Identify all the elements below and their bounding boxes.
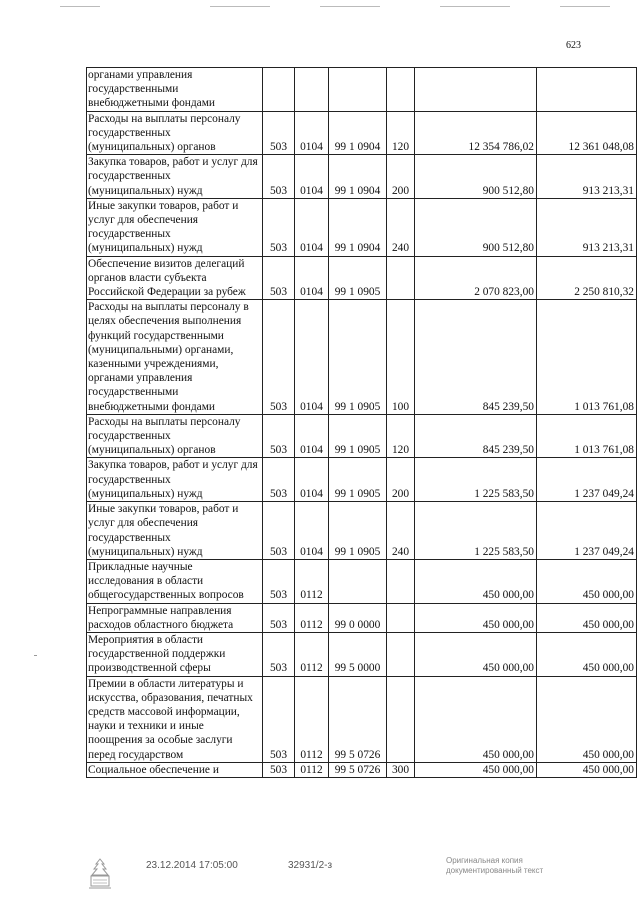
cell-sum-2016: 450 000,00 — [537, 632, 637, 676]
cell-name: Расходы на выплаты персоналу государственных (муниципальных) органов — [87, 111, 263, 155]
cell-name: Расходы на выплаты персоналу в целях обеспечения выполнения функций государственными (муниципальными) органами, казенными учреждениями, органами управления государственными внебюджетными фондами — [87, 300, 263, 415]
cell-ved: 503 — [263, 111, 295, 155]
cell-name: органами управления государственными внебюджетными фондами — [87, 68, 263, 112]
cell-sum-2016: 913 213,31 — [537, 155, 637, 199]
cell-csr — [329, 68, 387, 112]
cell-razdel: 0112 — [295, 603, 329, 632]
table-row — [87, 414, 637, 458]
cell-csr: 99 0 0000 — [329, 603, 387, 632]
cell-csr: 99 1 0905 — [329, 502, 387, 560]
cell-vr — [387, 603, 415, 632]
footer-note-line1: Оригинальная копия — [446, 856, 523, 865]
cell-razdel: 0112 — [295, 762, 329, 777]
cell-sum-2015: 450 000,00 — [415, 762, 537, 777]
cell-sum-2015: 450 000,00 — [415, 603, 537, 632]
cell-name: Закупка товаров, работ и услуг для государственных (муниципальных) нужд — [87, 458, 263, 502]
cell-ved: 503 — [263, 458, 295, 502]
cell-razdel: 0112 — [295, 559, 329, 603]
cell-sum-2015: 900 512,80 — [415, 198, 537, 256]
cell-sum-2016: 450 000,00 — [537, 559, 637, 603]
cell-sum-2016: 450 000,00 — [537, 676, 637, 762]
cell-sum-2015: 2 070 823,00 — [415, 256, 537, 300]
footer-note — [446, 856, 543, 876]
cell-ved: 503 — [263, 559, 295, 603]
table-row — [87, 603, 637, 632]
table-row — [87, 68, 637, 112]
cell-csr: 99 5 0000 — [329, 632, 387, 676]
budget-table — [86, 67, 637, 778]
table-row — [87, 198, 637, 256]
cell-name: Премии в области литературы и искусства, образования, печатных средств массовой информации, науки и техники и иные поощрения за особые заслуги перед государством — [87, 676, 263, 762]
cell-name: Иные закупки товаров, работ и услуг для обеспечения государственных (муниципальных) нужд — [87, 502, 263, 560]
cell-ved: 503 — [263, 414, 295, 458]
cell-vr: 200 — [387, 155, 415, 199]
cell-sum-2015: 845 239,50 — [415, 300, 537, 415]
cell-ved: 503 — [263, 676, 295, 762]
cell-razdel: 0104 — [295, 155, 329, 199]
table-row — [87, 300, 637, 415]
cell-sum-2016: 1 237 049,24 — [537, 502, 637, 560]
cell-csr: 99 1 0904 — [329, 198, 387, 256]
cell-razdel — [295, 68, 329, 112]
cell-razdel: 0104 — [295, 300, 329, 415]
cell-razdel: 0104 — [295, 458, 329, 502]
cell-vr — [387, 559, 415, 603]
cell-sum-2015: 1 225 583,50 — [415, 502, 537, 560]
table-row — [87, 256, 637, 300]
footer-timestamp: 23.12.2014 17:05:00 — [146, 860, 238, 871]
cell-sum-2015: 450 000,00 — [415, 676, 537, 762]
cell-razdel: 0104 — [295, 111, 329, 155]
cell-ved: 503 — [263, 603, 295, 632]
cell-sum-2015: 12 354 786,02 — [415, 111, 537, 155]
cell-ved: 503 — [263, 256, 295, 300]
table-row — [87, 632, 637, 676]
cell-sum-2015: 450 000,00 — [415, 632, 537, 676]
cell-vr — [387, 68, 415, 112]
cell-name: Мероприятия в области государственной поддержки производственной сферы — [87, 632, 263, 676]
cell-vr: 200 — [387, 458, 415, 502]
cell-csr: 99 1 0904 — [329, 111, 387, 155]
cell-razdel: 0104 — [295, 502, 329, 560]
emblem-icon — [86, 856, 114, 892]
cell-vr: 300 — [387, 762, 415, 777]
cell-ved: 503 — [263, 300, 295, 415]
cell-ved: 503 — [263, 155, 295, 199]
cell-csr: 99 1 0905 — [329, 414, 387, 458]
cell-ved: 503 — [263, 632, 295, 676]
cell-csr — [329, 559, 387, 603]
cell-vr: 240 — [387, 502, 415, 560]
page-number: 623 — [566, 40, 581, 51]
cell-vr: 120 — [387, 111, 415, 155]
cell-csr: 99 1 0905 — [329, 300, 387, 415]
cell-razdel: 0104 — [295, 198, 329, 256]
cell-sum-2015: 900 512,80 — [415, 155, 537, 199]
cell-sum-2015 — [415, 68, 537, 112]
cell-sum-2015: 450 000,00 — [415, 559, 537, 603]
cell-ved: 503 — [263, 198, 295, 256]
cell-razdel: 0112 — [295, 676, 329, 762]
cell-sum-2016: 12 361 048,08 — [537, 111, 637, 155]
footer-document-code: 32931/2-з — [288, 860, 333, 871]
cell-ved: 503 — [263, 762, 295, 777]
cell-csr: 99 1 0905 — [329, 458, 387, 502]
cell-razdel: 0112 — [295, 632, 329, 676]
cell-name: Обеспечение визитов делегаций органов власти субъекта Российской Федерации за рубеж — [87, 256, 263, 300]
cell-name: Иные закупки товаров, работ и услуг для обеспечения государственных (муниципальных) нужд — [87, 198, 263, 256]
cell-ved: 503 — [263, 502, 295, 560]
cell-vr: 240 — [387, 198, 415, 256]
cell-razdel: 0104 — [295, 414, 329, 458]
cell-vr: 120 — [387, 414, 415, 458]
cell-name: Непрограммные направления расходов областного бюджета — [87, 603, 263, 632]
cell-sum-2016 — [537, 68, 637, 112]
cell-vr — [387, 632, 415, 676]
footer-note-line2: документированный текст — [446, 866, 544, 875]
cell-csr: 99 1 0905 — [329, 256, 387, 300]
cell-vr — [387, 676, 415, 762]
table-row — [87, 155, 637, 199]
cell-name: Расходы на выплаты персоналу государственных (муниципальных) органов — [87, 414, 263, 458]
cell-sum-2016: 2 250 810,32 — [537, 256, 637, 300]
table-row — [87, 458, 637, 502]
cell-razdel: 0104 — [295, 256, 329, 300]
cell-sum-2015: 845 239,50 — [415, 414, 537, 458]
cell-sum-2016: 450 000,00 — [537, 762, 637, 777]
cell-name: Закупка товаров, работ и услуг для государственных (муниципальных) нужд — [87, 155, 263, 199]
table-row — [87, 559, 637, 603]
cell-csr: 99 1 0904 — [329, 155, 387, 199]
table-row — [87, 111, 637, 155]
cell-csr: 99 5 0726 — [329, 762, 387, 777]
cell-name: Социальное обеспечение и — [87, 762, 263, 777]
cell-name: Прикладные научные исследования в области общегосударственных вопросов — [87, 559, 263, 603]
cell-sum-2016: 450 000,00 — [537, 603, 637, 632]
cell-sum-2015: 1 225 583,50 — [415, 458, 537, 502]
cell-sum-2016: 1 013 761,08 — [537, 300, 637, 415]
cell-sum-2016: 913 213,31 — [537, 198, 637, 256]
table-row — [87, 676, 637, 762]
page-footer — [0, 854, 640, 894]
cell-sum-2016: 1 013 761,08 — [537, 414, 637, 458]
scan-top-marks — [60, 6, 600, 10]
cell-vr — [387, 256, 415, 300]
cell-csr: 99 5 0726 — [329, 676, 387, 762]
table-row — [87, 762, 637, 777]
table-row — [87, 502, 637, 560]
cell-sum-2016: 1 237 049,24 — [537, 458, 637, 502]
cell-vr: 100 — [387, 300, 415, 415]
scan-speck — [34, 655, 37, 656]
cell-ved — [263, 68, 295, 112]
